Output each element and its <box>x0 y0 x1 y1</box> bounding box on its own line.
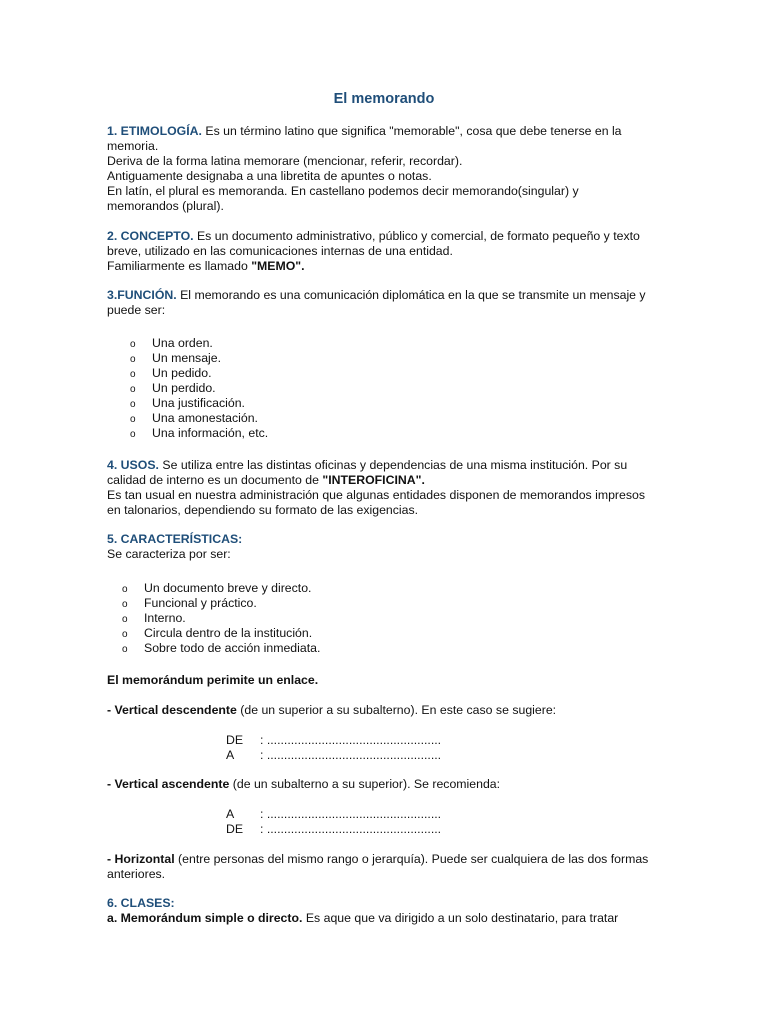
dotted-line: : ................................................... <box>260 748 442 762</box>
section-heading: 6. CLASES: <box>107 896 175 910</box>
emphasis-text: "MEMO". <box>251 259 305 273</box>
list-item: o Un mensaje. <box>130 351 222 365</box>
vertical-ascendente <box>107 777 667 792</box>
emphasis-text: - Horizontal <box>107 852 175 866</box>
paragraph-text: (entre personas del mismo rango o jerarquía). Puede ser cualquiera de las dos formas <box>174 852 649 866</box>
field-label: A <box>226 748 235 762</box>
paragraph-text: breve, utilizado en las comunicaciones internas de una entidad. <box>107 244 453 258</box>
enlace-heading: El memorándum perimite un enlace. <box>107 673 319 687</box>
section-heading: 3.FUNCIÓN. <box>107 288 177 302</box>
bullet-marker: o <box>130 339 136 350</box>
list-item: o Una orden. <box>130 336 213 350</box>
list-item: o Un pedido. <box>130 366 212 380</box>
list-item: o Funcional y práctico. <box>122 596 257 610</box>
paragraph-text: Se utiliza entre las distintas oficinas y dependencias de una misma institución. Por su <box>158 458 628 472</box>
section-usos <box>107 458 667 518</box>
paragraph-text: (de un superior a su subalterno). En este caso se sugiere: <box>236 703 557 717</box>
paragraph-text: en talonarios, dependiendo su formato de las exigencias. <box>107 503 419 517</box>
paragraph-text: El memorando es una comunicación diplomática en la que se transmite un mensaje y <box>176 288 646 302</box>
bullet-marker: o <box>130 429 136 440</box>
section-clases <box>107 896 667 926</box>
paragraph-text: memoria. <box>107 139 159 153</box>
funcion-list <box>107 336 667 441</box>
section-etimologia <box>107 124 667 214</box>
dotted-line: : ................................................... <box>260 733 442 747</box>
paragraph-text: calidad de interno es un documento de <box>107 473 323 487</box>
memo-field-de <box>226 822 441 837</box>
list-item: o Interno. <box>122 611 186 625</box>
bullet-marker: o <box>130 354 136 365</box>
field-label: DE <box>226 822 244 836</box>
bullet-marker: o <box>130 414 136 425</box>
bullet-marker: o <box>122 584 128 595</box>
paragraph-text: Es tan usual en nuestra administración que algunas entidades disponen de memorandos impresos <box>107 488 645 502</box>
list-item: o Una información, etc. <box>130 426 269 440</box>
dotted-line: : ................................................... <box>260 822 442 836</box>
section-caracteristicas <box>107 532 667 562</box>
field-label: DE <box>226 733 244 747</box>
paragraph-text: Es un documento administrativo, público y comercial, de formato pequeño y texto <box>193 229 640 243</box>
memo-field-a <box>226 748 441 763</box>
paragraph-text: Se caracteriza por ser: <box>107 547 231 561</box>
section-concepto <box>107 229 667 274</box>
bullet-marker: o <box>122 599 128 610</box>
emphasis-text: - Vertical ascendente <box>107 777 230 791</box>
page-title: El memorando <box>333 91 435 107</box>
bullet-marker: o <box>130 384 136 395</box>
emphasis-text: - Vertical descendente <box>107 703 237 717</box>
paragraph-text: Es aque que va dirigido a un solo destinatario, para tratar <box>302 911 619 925</box>
paragraph-text: Antiguamente designaba a una libretita de apuntes o notas. <box>107 169 432 183</box>
bullet-marker: o <box>130 369 136 380</box>
bullet-marker: o <box>122 644 128 655</box>
list-item: o Circula dentro de la institución. <box>122 626 313 640</box>
memo-field-a <box>226 807 441 822</box>
section-funcion <box>107 288 667 318</box>
field-label: A <box>226 807 235 821</box>
paragraph-text: anteriores. <box>107 867 166 881</box>
dotted-line: : ................................................... <box>260 807 442 821</box>
paragraph-text: Es un término latino que significa "memorable", cosa que debe tenerse en la <box>201 124 622 138</box>
list-item: o Un documento breve y directo. <box>122 581 312 595</box>
list-item: o Un perdido. <box>130 381 216 395</box>
bullet-marker: o <box>122 614 128 625</box>
paragraph-text: En latín, el plural es memoranda. En castellano podemos decir memorando(singular) y <box>107 184 579 198</box>
memo-field-de <box>226 733 441 748</box>
paragraph-text: Familiarmente es llamado <box>107 259 252 273</box>
list-item: o Una amonestación. <box>130 411 258 425</box>
horizontal <box>107 852 667 882</box>
bullet-marker: o <box>122 629 128 640</box>
section-heading: 5. CARACTERÍSTICAS: <box>107 532 243 546</box>
section-heading: 2. CONCEPTO. <box>107 229 194 243</box>
paragraph-text: puede ser: <box>107 303 166 317</box>
emphasis-text: a. Memorándum simple o directo. <box>107 911 303 925</box>
paragraph-text: (de un subalterno a su superior). Se recomienda: <box>229 777 501 791</box>
list-item: o Una justificación. <box>130 396 245 410</box>
paragraph-text: Deriva de la forma latina memorare (mencionar, referir, recordar). <box>107 154 463 168</box>
emphasis-text: "INTEROFICINA". <box>322 473 425 487</box>
bullet-marker: o <box>130 399 136 410</box>
paragraph-text: memorandos (plural). <box>107 199 224 213</box>
vertical-descendente <box>107 703 667 718</box>
section-heading: 4. USOS. <box>107 458 159 472</box>
list-item: o Sobre todo de acción inmediata. <box>122 641 321 655</box>
section-heading: 1. ETIMOLOGÍA. <box>107 124 202 138</box>
caracteristicas-list <box>107 581 667 656</box>
